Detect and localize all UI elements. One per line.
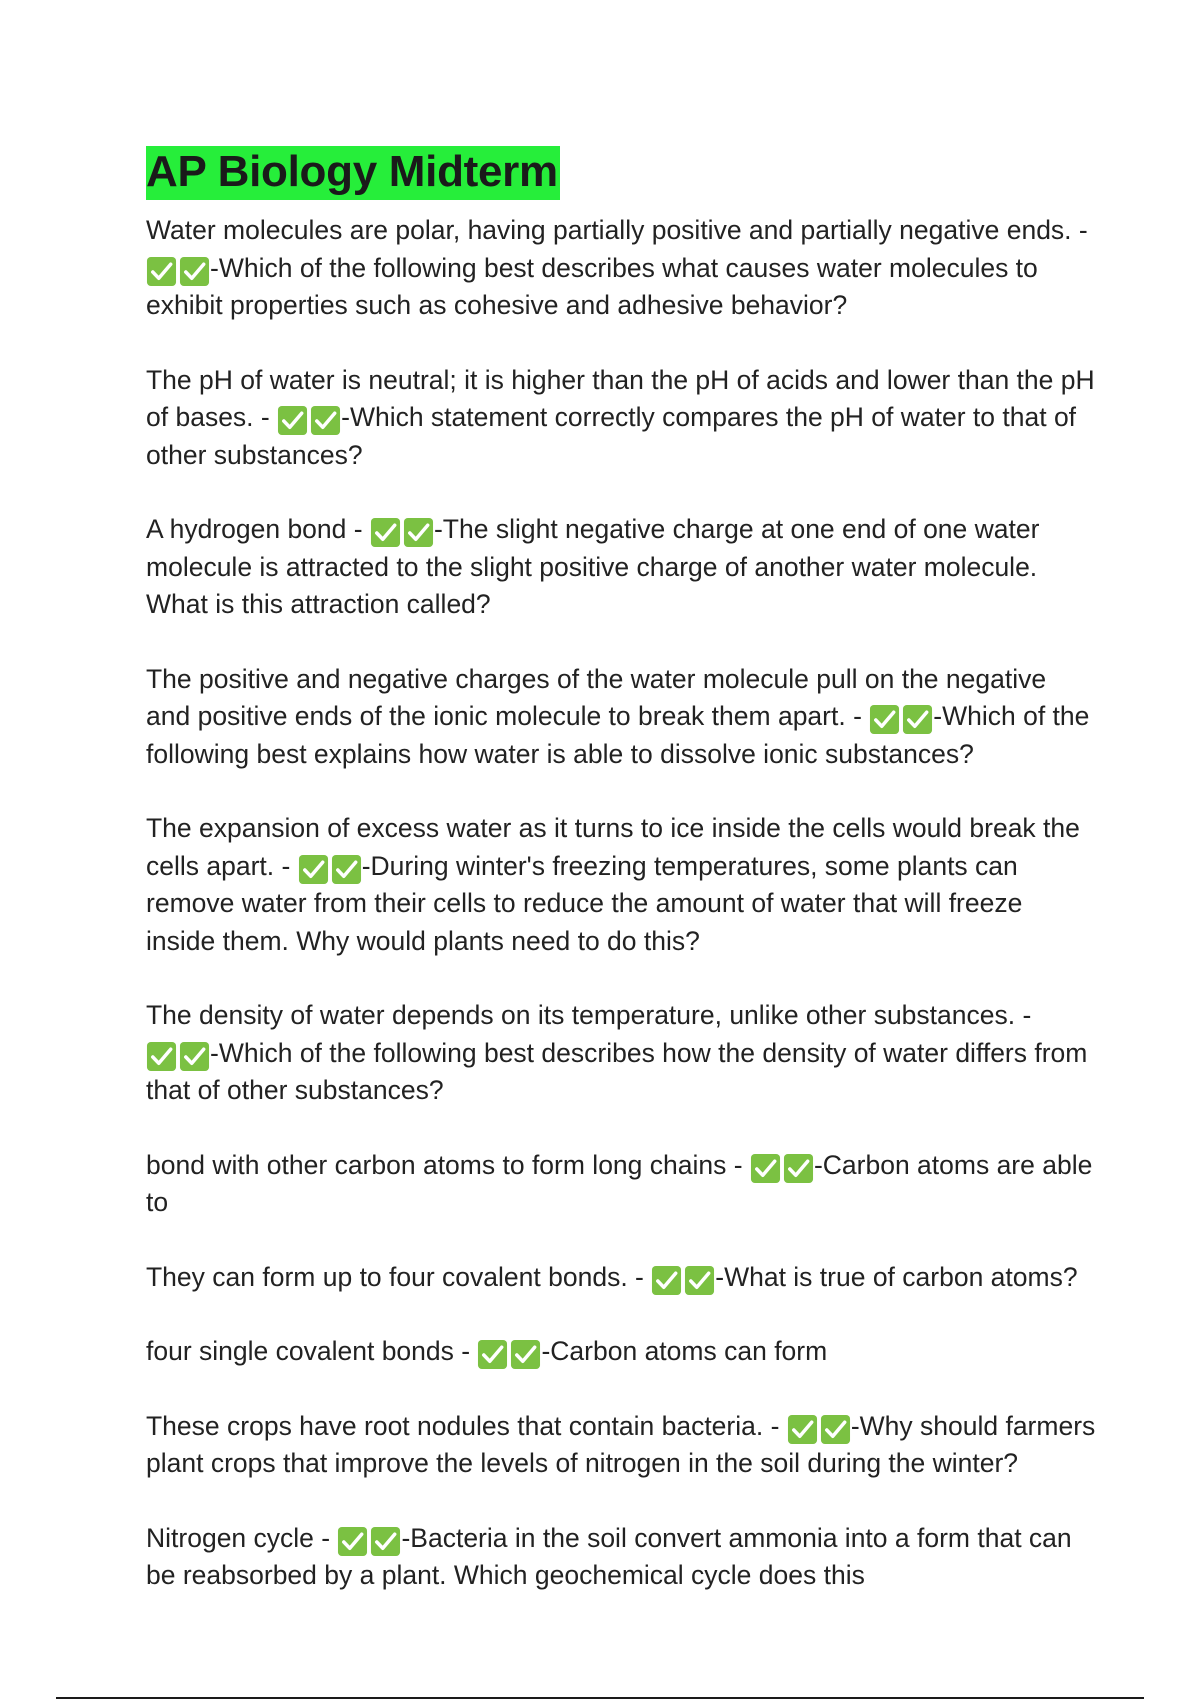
separator-text: - bbox=[274, 850, 298, 881]
separator-text: - bbox=[401, 1522, 411, 1553]
question-text: What is true of carbon atoms? bbox=[724, 1261, 1078, 1292]
question-text: Which of the following best describes how the density of water differs from that of other substances? bbox=[146, 1037, 1088, 1105]
check-mark-icon bbox=[787, 1414, 818, 1445]
qa-item bbox=[146, 810, 1096, 960]
separator-text: - bbox=[210, 252, 219, 283]
qa-list bbox=[146, 212, 1096, 1595]
question-text: During winter's freezing temperatures, some plants can remove water from their cells to reduce the amount of water that will freeze inside them. Why would plants need to do this? bbox=[146, 850, 1023, 956]
check-mark-icon bbox=[331, 854, 362, 885]
answer-text: The pH of water is neutral; it is higher than the pH of acids and lower than the pH of bases. bbox=[146, 364, 1095, 432]
separator-text: - bbox=[253, 402, 278, 432]
question-text: Which statement correctly compares the pH of water to that of other substances? bbox=[146, 402, 1077, 470]
qa-item bbox=[146, 212, 1096, 325]
check-mark-pair bbox=[370, 517, 434, 547]
question-text: The slight negative charge at one end of one water molecule is attracted to the slight positive charge of another water molecule. What is this attraction called? bbox=[146, 514, 1040, 619]
check-mark-pair bbox=[146, 256, 210, 286]
answer-text: The density of water depends on its temperature, unlike other substances. bbox=[146, 1000, 1016, 1030]
separator-text: - bbox=[210, 1037, 219, 1068]
check-mark-pair bbox=[869, 704, 933, 734]
separator-text: - bbox=[313, 1522, 338, 1553]
answer-text: A hydrogen bond bbox=[146, 514, 347, 544]
separator-text: - bbox=[813, 1149, 823, 1180]
document-page bbox=[146, 146, 1096, 1595]
qa-item bbox=[146, 1333, 1096, 1371]
check-mark-icon bbox=[477, 1339, 508, 1370]
answer-text: The expansion of excess water as it turns to ice inside the cells would break the cells apart. bbox=[146, 813, 1080, 881]
question-text: Why should farmers plant crops that improve the levels of nitrogen in the soil during the winter? bbox=[146, 1410, 1096, 1478]
check-mark-icon bbox=[750, 1153, 781, 1184]
answer-text: The positive and negative charges of the water molecule pull on the negative and positive ends of the ionic molecule to break them apart. bbox=[146, 663, 1047, 731]
separator-text: - bbox=[433, 514, 443, 544]
qa-item bbox=[146, 661, 1096, 774]
check-mark-icon bbox=[820, 1414, 851, 1445]
check-mark-icon bbox=[869, 704, 900, 735]
qa-item bbox=[146, 1408, 1096, 1483]
check-mark-icon bbox=[370, 517, 401, 548]
question-text: Bacteria in the soil convert ammonia into a form that can be reabsorbed by a plant. Which geochemical cycle does this bbox=[146, 1522, 1072, 1590]
check-mark-icon bbox=[146, 1041, 177, 1072]
separator-text: - bbox=[845, 701, 870, 731]
separator-text: - bbox=[763, 1410, 787, 1441]
check-mark-pair bbox=[337, 1526, 401, 1556]
separator-text: - bbox=[715, 1261, 725, 1292]
check-mark-icon bbox=[298, 854, 329, 885]
question-text: Carbon atoms can form bbox=[550, 1336, 828, 1366]
separator-text: - bbox=[933, 701, 943, 731]
question-text: Carbon atoms are able to bbox=[146, 1149, 1093, 1217]
check-mark-pair bbox=[477, 1339, 541, 1369]
qa-item bbox=[146, 1520, 1096, 1595]
separator-text: - bbox=[541, 1336, 551, 1366]
qa-item bbox=[146, 1259, 1096, 1297]
page-bottom-divider bbox=[56, 1697, 1144, 1699]
check-mark-icon bbox=[403, 517, 434, 548]
answer-text: These crops have root nodules that contain bacteria. bbox=[146, 1410, 764, 1441]
check-mark-icon bbox=[310, 405, 341, 436]
check-mark-icon bbox=[179, 256, 210, 287]
question-text: Which of the following best explains how water is able to dissolve ionic substances? bbox=[146, 701, 1090, 769]
separator-text: - bbox=[453, 1336, 478, 1366]
qa-item bbox=[146, 1147, 1096, 1222]
check-mark-pair bbox=[277, 405, 341, 435]
check-mark-icon bbox=[146, 256, 177, 287]
check-mark-icon bbox=[902, 704, 933, 735]
separator-text: - bbox=[341, 402, 350, 432]
answer-text: four single covalent bonds bbox=[146, 1336, 454, 1366]
check-mark-pair bbox=[787, 1414, 851, 1444]
check-mark-icon bbox=[277, 405, 308, 436]
separator-text: - bbox=[726, 1149, 750, 1180]
answer-text: Nitrogen cycle bbox=[146, 1522, 314, 1553]
check-mark-icon bbox=[651, 1265, 682, 1296]
separator-text: - bbox=[850, 1410, 860, 1441]
separator-text: - bbox=[1015, 1000, 1032, 1030]
qa-item bbox=[146, 511, 1096, 624]
answer-text: They can form up to four covalent bonds. bbox=[146, 1261, 628, 1292]
check-mark-icon bbox=[179, 1041, 210, 1072]
answer-text: Water molecules are polar, having partially positive and partially negative ends. bbox=[146, 215, 1072, 245]
separator-text: - bbox=[627, 1261, 652, 1292]
separator-text: - bbox=[361, 850, 371, 881]
separator-text: - bbox=[346, 514, 370, 544]
separator-text: - bbox=[1071, 215, 1088, 245]
check-mark-icon bbox=[510, 1339, 541, 1370]
check-mark-pair bbox=[651, 1265, 715, 1295]
check-mark-pair bbox=[298, 854, 362, 884]
check-mark-icon bbox=[783, 1153, 814, 1184]
answer-text: bond with other carbon atoms to form long chains bbox=[146, 1149, 727, 1180]
qa-item bbox=[146, 362, 1096, 475]
question-text: Which of the following best describes what causes water molecules to exhibit properties such as cohesive and adhesive behavior? bbox=[146, 252, 1038, 320]
check-mark-icon bbox=[684, 1265, 715, 1296]
check-mark-pair bbox=[146, 1041, 210, 1071]
page-title: AP Biology Midterm bbox=[146, 146, 560, 200]
check-mark-icon bbox=[370, 1526, 401, 1557]
qa-item bbox=[146, 997, 1096, 1110]
check-mark-icon bbox=[337, 1526, 368, 1557]
check-mark-pair bbox=[750, 1153, 814, 1183]
